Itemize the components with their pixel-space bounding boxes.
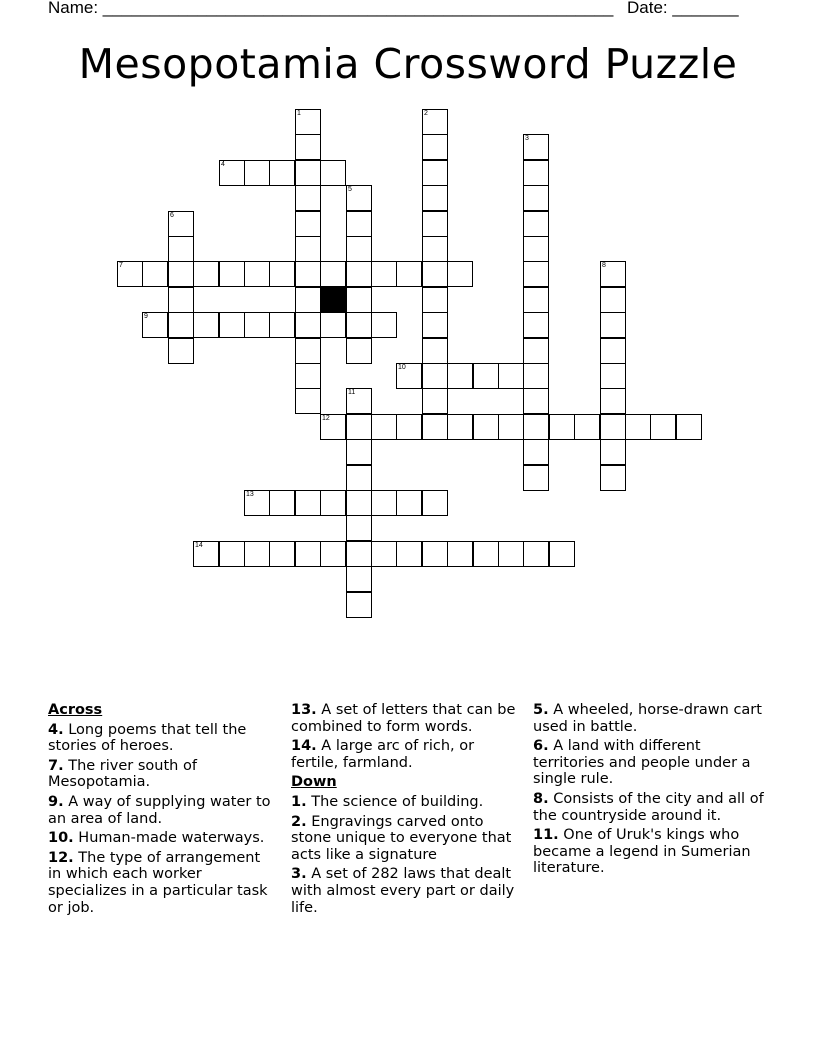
grid-cell[interactable] (396, 261, 422, 287)
clue-number-label: 4 (221, 161, 225, 168)
clue-text: The river south of Mesopotamia. (48, 757, 197, 791)
grid-cell[interactable] (295, 363, 321, 389)
clue-number-label: 13 (246, 491, 254, 498)
grid-cell[interactable] (422, 414, 448, 440)
grid-cell[interactable] (346, 312, 372, 338)
clue-text: A land with different territories and people under a single rule. (533, 738, 751, 788)
grid-cell[interactable] (422, 338, 448, 364)
grid-cell[interactable] (574, 414, 600, 440)
grid-cell[interactable] (422, 490, 448, 516)
page-title: Mesopotamia Crossword Puzzle (78, 40, 738, 88)
clue-number: 8. (533, 790, 549, 807)
clue-down-3 (291, 866, 521, 916)
clue-number: 11. (533, 827, 559, 844)
grid-cell[interactable] (320, 490, 346, 516)
clue-number: 9. (48, 793, 64, 810)
grid-cell[interactable] (295, 109, 321, 135)
grid-cell[interactable] (346, 490, 372, 516)
grid-cell[interactable] (600, 312, 626, 338)
clue-text: Human-made waterways. (78, 830, 265, 847)
clue-down-2 (291, 814, 521, 864)
grid-cell[interactable] (269, 160, 295, 186)
grid-cell[interactable] (371, 414, 397, 440)
clues-column-1 (48, 702, 276, 919)
grid-cell[interactable] (523, 185, 549, 211)
grid-cell[interactable] (269, 541, 295, 567)
clue-across-10 (48, 830, 276, 847)
grid-cell[interactable] (346, 211, 372, 237)
grid-cell[interactable] (219, 312, 245, 338)
grid-cell[interactable] (193, 541, 219, 567)
clue-text: A wheeled, horse-drawn cart used in battle. (533, 702, 762, 735)
grid-cell[interactable] (447, 363, 473, 389)
clue-text: A set of 282 laws that dealt with almost every part or daily life. (291, 866, 515, 916)
clue-across-9 (48, 794, 276, 827)
grid-cell[interactable] (295, 490, 321, 516)
grid-cell[interactable] (523, 236, 549, 262)
clue-text: A set of letters that can be combined to form words. (291, 702, 516, 735)
grid-cell[interactable] (346, 261, 372, 287)
grid-cell[interactable] (600, 439, 626, 465)
grid-cell[interactable] (142, 261, 168, 287)
grid-cell[interactable] (422, 541, 448, 567)
clue-across-14 (291, 738, 521, 771)
clues-column-3 (533, 702, 769, 880)
grid-cell[interactable] (549, 541, 575, 567)
clue-number-label: 5 (348, 186, 352, 193)
grid-cell[interactable] (600, 338, 626, 364)
grid-cell[interactable] (168, 312, 194, 338)
grid-cell[interactable] (168, 211, 194, 237)
clue-text: The type of arrangement in which each worker specializes in a particular task or job. (48, 849, 268, 916)
clue-number-label: 10 (398, 364, 406, 371)
clue-number-label: 1 (297, 110, 301, 117)
grid-cell[interactable] (422, 388, 448, 414)
grid-cell[interactable] (371, 312, 397, 338)
down-heading: Down (291, 774, 337, 791)
grid-cell[interactable] (269, 490, 295, 516)
grid-cell[interactable] (346, 515, 372, 541)
grid-cell[interactable] (498, 541, 524, 567)
clue-across-12 (48, 850, 276, 916)
grid-cell[interactable] (523, 541, 549, 567)
grid-cell[interactable] (549, 414, 575, 440)
grid-cell[interactable] (219, 160, 245, 186)
clue-number-label: 9 (144, 313, 148, 320)
grid-cell[interactable] (625, 414, 651, 440)
grid-cell[interactable] (346, 185, 372, 211)
grid-cell[interactable] (473, 541, 499, 567)
clue-down-8 (533, 791, 769, 824)
grid-cell[interactable] (295, 338, 321, 364)
grid-cell[interactable] (142, 312, 168, 338)
clue-across-7 (48, 758, 276, 791)
clue-number: 14. (291, 738, 317, 755)
grid-cell[interactable] (523, 388, 549, 414)
grid-cell[interactable] (320, 541, 346, 567)
grid-cell[interactable] (600, 261, 626, 287)
grid-cell[interactable] (422, 134, 448, 160)
clue-number: 1. (291, 793, 307, 810)
clue-text: A way of supplying water to an area of land. (48, 793, 271, 827)
grid-cell[interactable] (168, 236, 194, 262)
grid-cell[interactable] (473, 363, 499, 389)
grid-cell[interactable] (523, 312, 549, 338)
clue-number-label: 8 (602, 262, 606, 269)
grid-cell[interactable] (320, 261, 346, 287)
grid-cell[interactable] (295, 185, 321, 211)
clue-down-6 (533, 738, 769, 788)
clue-number-label: 14 (195, 542, 203, 549)
grid-cell[interactable] (422, 160, 448, 186)
clue-text: Long poems that tell the stories of heroes. (48, 721, 247, 755)
grid-cell[interactable] (600, 465, 626, 491)
grid-cell[interactable] (346, 465, 372, 491)
grid-cell[interactable] (346, 388, 372, 414)
clue-number-label: 3 (525, 135, 529, 142)
grid-cell[interactable] (523, 211, 549, 237)
grid-cell[interactable] (320, 160, 346, 186)
grid-cell[interactable] (295, 261, 321, 287)
grid-cell[interactable] (295, 287, 321, 313)
grid-cell[interactable] (523, 287, 549, 313)
grid-cell[interactable] (650, 414, 676, 440)
grid-cell[interactable] (346, 566, 372, 592)
black-cell (320, 287, 346, 313)
grid-cell[interactable] (168, 338, 194, 364)
clue-down-1 (291, 794, 521, 811)
clue-number-label: 11 (348, 389, 356, 396)
clue-number: 2. (291, 813, 307, 830)
clue-across-13 (291, 702, 521, 735)
clue-number: 7. (48, 757, 64, 774)
grid-cell[interactable] (447, 261, 473, 287)
grid-cell[interactable] (295, 236, 321, 262)
grid-cell[interactable] (219, 261, 245, 287)
grid-cell[interactable] (396, 363, 422, 389)
grid-cell[interactable] (422, 211, 448, 237)
grid-cell[interactable] (346, 439, 372, 465)
grid-cell[interactable] (295, 160, 321, 186)
clue-text: A large arc of rich, or fertile, farmland. (291, 738, 475, 771)
grid-cell[interactable] (295, 388, 321, 414)
grid-cell[interactable] (396, 414, 422, 440)
grid-cell[interactable] (244, 261, 270, 287)
name-field-label: Name: ______________________________________________________ (48, 0, 614, 17)
clue-text: Consists of the city and all of the countryside around it. (533, 790, 764, 824)
clue-down-11 (533, 827, 769, 877)
grid-cell[interactable] (422, 363, 448, 389)
grid-cell[interactable] (193, 261, 219, 287)
grid-cell[interactable] (371, 261, 397, 287)
grid-cell[interactable] (346, 287, 372, 313)
grid-cell[interactable] (422, 312, 448, 338)
clue-text: One of Uruk's kings who became a legend in Sumerian literature. (533, 827, 751, 877)
grid-cell[interactable] (422, 236, 448, 262)
clue-number: 10. (48, 830, 74, 847)
grid-cell[interactable] (422, 287, 448, 313)
grid-cell[interactable] (422, 109, 448, 135)
clue-number-label: 7 (119, 262, 123, 269)
grid-cell[interactable] (117, 261, 143, 287)
grid-cell[interactable] (523, 134, 549, 160)
grid-cell[interactable] (168, 287, 194, 313)
grid-cell[interactable] (523, 414, 549, 440)
clue-number: 12. (48, 849, 74, 866)
grid-cell[interactable] (422, 261, 448, 287)
grid-cell[interactable] (244, 312, 270, 338)
grid-cell[interactable] (523, 338, 549, 364)
grid-cell[interactable] (498, 414, 524, 440)
grid-cell[interactable] (320, 414, 346, 440)
grid-cell[interactable] (498, 363, 524, 389)
grid-cell[interactable] (396, 541, 422, 567)
grid-cell[interactable] (371, 490, 397, 516)
grid-cell[interactable] (523, 439, 549, 465)
clue-text: Engravings carved onto stone unique to everyone that acts like a signature (291, 813, 512, 863)
grid-cell[interactable] (295, 312, 321, 338)
grid-cell[interactable] (371, 541, 397, 567)
grid-cell[interactable] (346, 414, 372, 440)
grid-cell[interactable] (295, 134, 321, 160)
clue-number: 3. (291, 866, 307, 883)
grid-cell[interactable] (295, 541, 321, 567)
grid-cell[interactable] (320, 312, 346, 338)
date-field-label: Date: _______ (627, 0, 739, 17)
clue-number-label: 12 (322, 415, 330, 422)
grid-cell[interactable] (523, 160, 549, 186)
grid-cell[interactable] (523, 261, 549, 287)
grid-cell[interactable] (244, 541, 270, 567)
grid-cell[interactable] (600, 414, 626, 440)
grid-cell[interactable] (295, 211, 321, 237)
clue-number: 6. (533, 738, 549, 755)
grid-cell[interactable] (600, 363, 626, 389)
clues-column-2 (291, 702, 521, 919)
grid-cell[interactable] (346, 592, 372, 618)
clue-text: The science of building. (311, 793, 484, 810)
grid-cell[interactable] (244, 160, 270, 186)
grid-cell[interactable] (447, 541, 473, 567)
grid-cell[interactable] (447, 414, 473, 440)
grid-cell[interactable] (219, 541, 245, 567)
grid-cell[interactable] (346, 236, 372, 262)
grid-cell[interactable] (193, 312, 219, 338)
grid-cell[interactable] (168, 261, 194, 287)
grid-cell[interactable] (600, 287, 626, 313)
grid-cell[interactable] (676, 414, 702, 440)
clue-number: 5. (533, 702, 549, 718)
clue-number-label: 6 (170, 212, 174, 219)
clue-number-label: 2 (424, 110, 428, 117)
clue-number: 4. (48, 721, 64, 738)
across-heading: Across (48, 702, 103, 718)
clue-number: 13. (291, 702, 317, 718)
grid-cell[interactable] (523, 363, 549, 389)
clue-across-4 (48, 722, 276, 755)
grid-cell[interactable] (346, 338, 372, 364)
grid-cell[interactable] (269, 312, 295, 338)
grid-cell[interactable] (600, 388, 626, 414)
grid-cell[interactable] (244, 490, 270, 516)
clue-down-5 (533, 702, 769, 735)
grid-cell[interactable] (396, 490, 422, 516)
grid-cell[interactable] (473, 414, 499, 440)
grid-cell[interactable] (523, 465, 549, 491)
grid-cell[interactable] (269, 261, 295, 287)
grid-cell[interactable] (346, 541, 372, 567)
grid-cell[interactable] (422, 185, 448, 211)
